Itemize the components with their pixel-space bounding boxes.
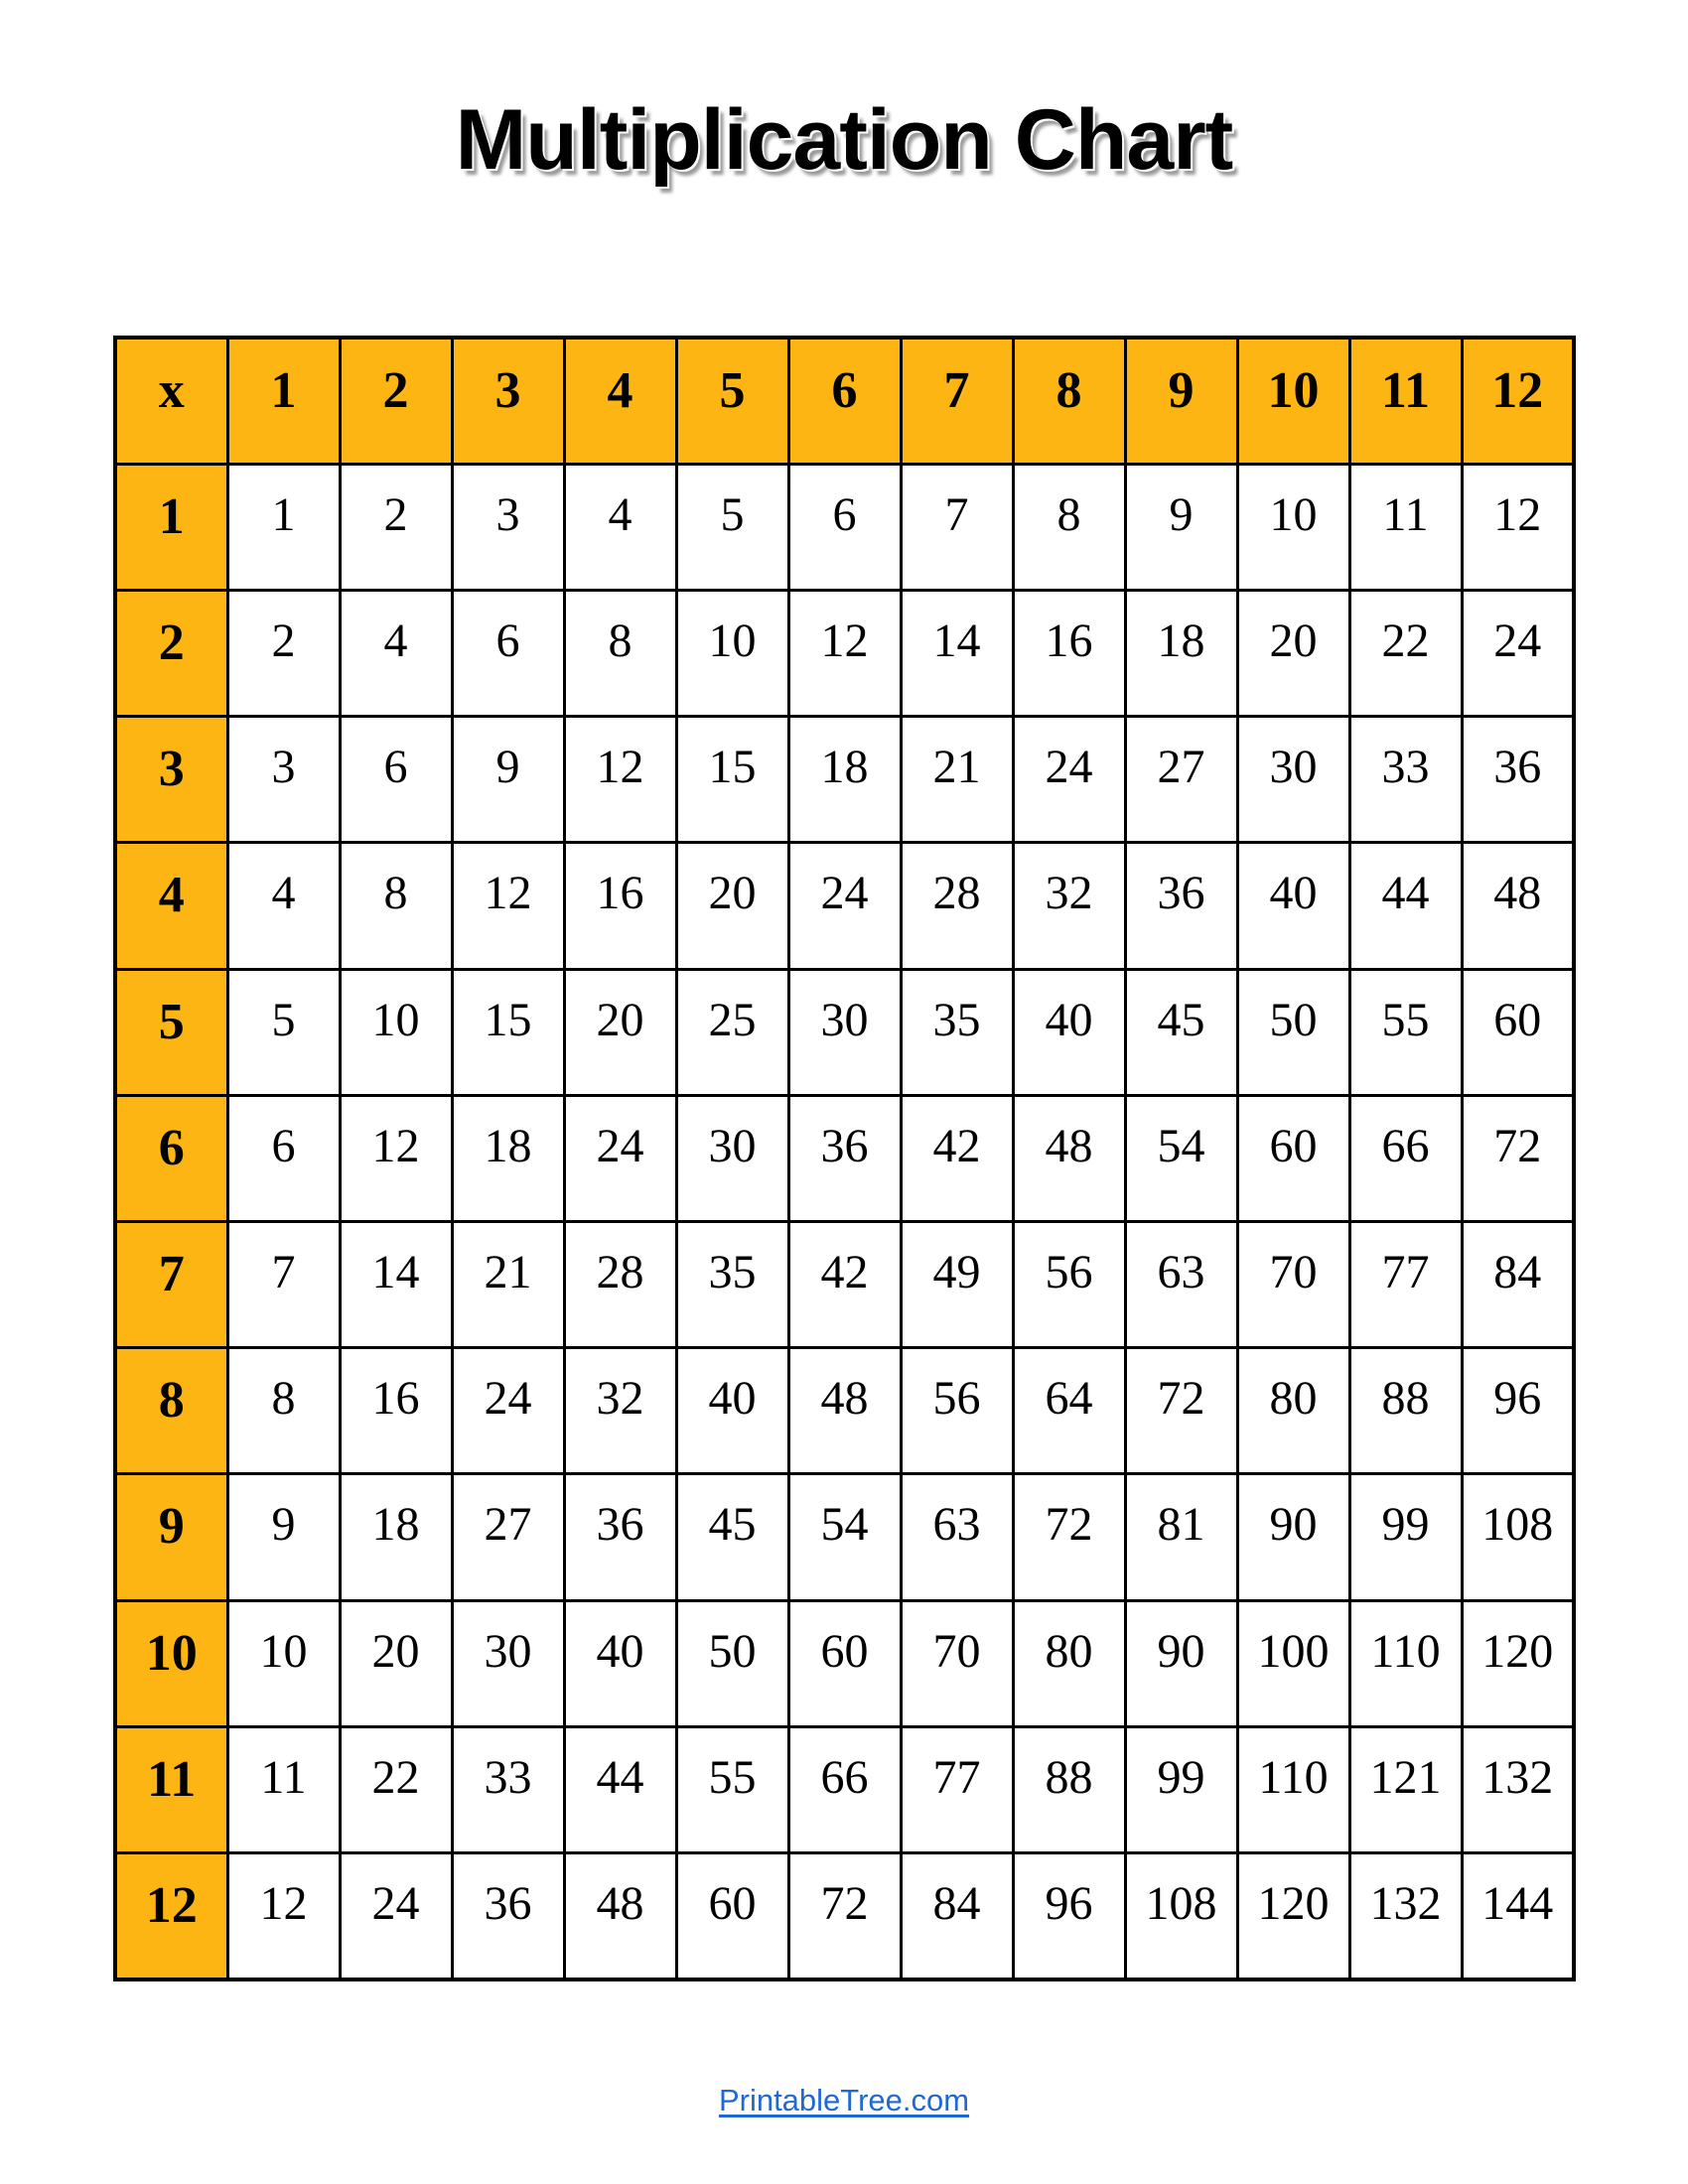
row-header-3: 3 (115, 717, 227, 843)
column-header-8: 8 (1013, 338, 1125, 464)
product-cell-6x12: 72 (1462, 1095, 1574, 1221)
column-header-2: 2 (340, 338, 452, 464)
table-row-5 (115, 969, 1574, 1095)
header-row (115, 338, 1574, 464)
product-cell-10x7: 70 (901, 1600, 1013, 1726)
product-cell-11x8: 88 (1013, 1726, 1125, 1852)
product-cell-9x11: 99 (1349, 1474, 1462, 1600)
product-cell-12x9: 108 (1125, 1853, 1237, 1979)
product-cell-12x7: 84 (901, 1853, 1013, 1979)
table-row-7 (115, 1222, 1574, 1348)
row-header-6: 6 (115, 1095, 227, 1221)
product-cell-7x6: 42 (788, 1222, 901, 1348)
product-cell-11x1: 11 (227, 1726, 340, 1852)
product-cell-9x1: 9 (227, 1474, 340, 1600)
product-cell-5x5: 25 (676, 969, 788, 1095)
product-cell-7x11: 77 (1349, 1222, 1462, 1348)
product-cell-3x3: 9 (452, 717, 564, 843)
product-cell-7x3: 21 (452, 1222, 564, 1348)
product-cell-2x2: 4 (340, 590, 452, 716)
product-cell-3x7: 21 (901, 717, 1013, 843)
product-cell-7x5: 35 (676, 1222, 788, 1348)
product-cell-3x8: 24 (1013, 717, 1125, 843)
product-cell-4x1: 4 (227, 843, 340, 969)
product-cell-9x5: 45 (676, 1474, 788, 1600)
product-cell-10x1: 10 (227, 1600, 340, 1726)
product-cell-6x10: 60 (1237, 1095, 1349, 1221)
corner-cell: x (115, 338, 227, 464)
row-header-7: 7 (115, 1222, 227, 1348)
product-cell-3x10: 30 (1237, 717, 1349, 843)
product-cell-12x4: 48 (564, 1853, 676, 1979)
product-cell-2x5: 10 (676, 590, 788, 716)
product-cell-6x2: 12 (340, 1095, 452, 1221)
product-cell-2x8: 16 (1013, 590, 1125, 716)
product-cell-5x7: 35 (901, 969, 1013, 1095)
product-cell-3x5: 15 (676, 717, 788, 843)
footer (0, 2083, 1688, 2118)
product-cell-8x12: 96 (1462, 1348, 1574, 1474)
multiplication-table-body (115, 338, 1574, 1979)
table-row-9 (115, 1474, 1574, 1600)
product-cell-10x9: 90 (1125, 1600, 1237, 1726)
table-row-12 (115, 1853, 1574, 1979)
product-cell-1x9: 9 (1125, 464, 1237, 590)
product-cell-1x7: 7 (901, 464, 1013, 590)
product-cell-4x7: 28 (901, 843, 1013, 969)
product-cell-3x11: 33 (1349, 717, 1462, 843)
product-cell-10x2: 20 (340, 1600, 452, 1726)
product-cell-2x6: 12 (788, 590, 901, 716)
product-cell-2x3: 6 (452, 590, 564, 716)
product-cell-12x6: 72 (788, 1853, 901, 1979)
row-header-10: 10 (115, 1600, 227, 1726)
product-cell-6x11: 66 (1349, 1095, 1462, 1221)
product-cell-10x5: 50 (676, 1600, 788, 1726)
product-cell-6x8: 48 (1013, 1095, 1125, 1221)
column-header-4: 4 (564, 338, 676, 464)
product-cell-11x4: 44 (564, 1726, 676, 1852)
product-cell-2x1: 2 (227, 590, 340, 716)
product-cell-6x6: 36 (788, 1095, 901, 1221)
table-row-3 (115, 717, 1574, 843)
product-cell-2x7: 14 (901, 590, 1013, 716)
product-cell-6x7: 42 (901, 1095, 1013, 1221)
product-cell-9x4: 36 (564, 1474, 676, 1600)
product-cell-8x8: 64 (1013, 1348, 1125, 1474)
product-cell-8x3: 24 (452, 1348, 564, 1474)
column-header-3: 3 (452, 338, 564, 464)
product-cell-3x9: 27 (1125, 717, 1237, 843)
table-row-11 (115, 1726, 1574, 1852)
product-cell-12x10: 120 (1237, 1853, 1349, 1979)
product-cell-8x11: 88 (1349, 1348, 1462, 1474)
product-cell-1x2: 2 (340, 464, 452, 590)
product-cell-10x11: 110 (1349, 1600, 1462, 1726)
product-cell-12x3: 36 (452, 1853, 564, 1979)
product-cell-11x6: 66 (788, 1726, 901, 1852)
product-cell-7x2: 14 (340, 1222, 452, 1348)
product-cell-8x5: 40 (676, 1348, 788, 1474)
product-cell-1x3: 3 (452, 464, 564, 590)
product-cell-8x7: 56 (901, 1348, 1013, 1474)
product-cell-5x12: 60 (1462, 969, 1574, 1095)
product-cell-11x3: 33 (452, 1726, 564, 1852)
product-cell-6x5: 30 (676, 1095, 788, 1221)
product-cell-4x8: 32 (1013, 843, 1125, 969)
product-cell-4x2: 8 (340, 843, 452, 969)
product-cell-10x8: 80 (1013, 1600, 1125, 1726)
product-cell-11x9: 99 (1125, 1726, 1237, 1852)
row-header-9: 9 (115, 1474, 227, 1600)
page-title: Multiplication Chart (455, 92, 1233, 188)
row-header-11: 11 (115, 1726, 227, 1852)
product-cell-9x9: 81 (1125, 1474, 1237, 1600)
product-cell-9x8: 72 (1013, 1474, 1125, 1600)
product-cell-7x9: 63 (1125, 1222, 1237, 1348)
table-row-1 (115, 464, 1574, 590)
product-cell-5x2: 10 (340, 969, 452, 1095)
product-cell-3x4: 12 (564, 717, 676, 843)
table-row-10 (115, 1600, 1574, 1726)
product-cell-8x1: 8 (227, 1348, 340, 1474)
column-header-9: 9 (1125, 338, 1237, 464)
product-cell-10x10: 100 (1237, 1600, 1349, 1726)
product-cell-7x12: 84 (1462, 1222, 1574, 1348)
column-header-12: 12 (1462, 338, 1574, 464)
product-cell-3x6: 18 (788, 717, 901, 843)
product-cell-11x10: 110 (1237, 1726, 1349, 1852)
column-header-1: 1 (227, 338, 340, 464)
row-header-5: 5 (115, 969, 227, 1095)
product-cell-4x4: 16 (564, 843, 676, 969)
product-cell-12x12: 144 (1462, 1853, 1574, 1979)
product-cell-10x6: 60 (788, 1600, 901, 1726)
product-cell-12x2: 24 (340, 1853, 452, 1979)
product-cell-9x10: 90 (1237, 1474, 1349, 1600)
product-cell-4x3: 12 (452, 843, 564, 969)
product-cell-4x9: 36 (1125, 843, 1237, 969)
product-cell-9x2: 18 (340, 1474, 452, 1600)
table-row-6 (115, 1095, 1574, 1221)
product-cell-11x12: 132 (1462, 1726, 1574, 1852)
product-cell-8x2: 16 (340, 1348, 452, 1474)
product-cell-5x10: 50 (1237, 969, 1349, 1095)
column-header-7: 7 (901, 338, 1013, 464)
product-cell-5x8: 40 (1013, 969, 1125, 1095)
row-header-1: 1 (115, 464, 227, 590)
product-cell-11x7: 77 (901, 1726, 1013, 1852)
product-cell-9x6: 54 (788, 1474, 901, 1600)
column-header-11: 11 (1349, 338, 1462, 464)
column-header-6: 6 (788, 338, 901, 464)
product-cell-1x6: 6 (788, 464, 901, 590)
product-cell-5x11: 55 (1349, 969, 1462, 1095)
product-cell-4x12: 48 (1462, 843, 1574, 969)
product-cell-11x11: 121 (1349, 1726, 1462, 1852)
product-cell-9x3: 27 (452, 1474, 564, 1600)
product-cell-3x2: 6 (340, 717, 452, 843)
table-row-2 (115, 590, 1574, 716)
product-cell-7x4: 28 (564, 1222, 676, 1348)
product-cell-4x11: 44 (1349, 843, 1462, 969)
printabletree-link[interactable]: PrintableTree.com (718, 2083, 970, 2117)
product-cell-5x1: 5 (227, 969, 340, 1095)
product-cell-4x10: 40 (1237, 843, 1349, 969)
product-cell-11x2: 22 (340, 1726, 452, 1852)
product-cell-5x3: 15 (452, 969, 564, 1095)
product-cell-7x7: 49 (901, 1222, 1013, 1348)
product-cell-12x1: 12 (227, 1853, 340, 1979)
product-cell-10x4: 40 (564, 1600, 676, 1726)
product-cell-2x10: 20 (1237, 590, 1349, 716)
product-cell-12x5: 60 (676, 1853, 788, 1979)
product-cell-12x8: 96 (1013, 1853, 1125, 1979)
product-cell-7x1: 7 (227, 1222, 340, 1348)
product-cell-5x9: 45 (1125, 969, 1237, 1095)
row-header-12: 12 (115, 1853, 227, 1979)
product-cell-5x6: 30 (788, 969, 901, 1095)
product-cell-4x5: 20 (676, 843, 788, 969)
product-cell-2x4: 8 (564, 590, 676, 716)
row-header-4: 4 (115, 843, 227, 969)
product-cell-2x11: 22 (1349, 590, 1462, 716)
product-cell-8x4: 32 (564, 1348, 676, 1474)
product-cell-6x1: 6 (227, 1095, 340, 1221)
product-cell-8x10: 80 (1237, 1348, 1349, 1474)
product-cell-2x9: 18 (1125, 590, 1237, 716)
product-cell-12x11: 132 (1349, 1853, 1462, 1979)
product-cell-1x10: 10 (1237, 464, 1349, 590)
product-cell-6x4: 24 (564, 1095, 676, 1221)
product-cell-8x6: 48 (788, 1348, 901, 1474)
product-cell-3x12: 36 (1462, 717, 1574, 843)
product-cell-1x4: 4 (564, 464, 676, 590)
product-cell-7x10: 70 (1237, 1222, 1349, 1348)
product-cell-2x12: 24 (1462, 590, 1574, 716)
product-cell-1x5: 5 (676, 464, 788, 590)
column-header-10: 10 (1237, 338, 1349, 464)
row-header-8: 8 (115, 1348, 227, 1474)
product-cell-1x8: 8 (1013, 464, 1125, 590)
product-cell-11x5: 55 (676, 1726, 788, 1852)
product-cell-10x3: 30 (452, 1600, 564, 1726)
multiplication-table (113, 336, 1576, 1981)
product-cell-1x12: 12 (1462, 464, 1574, 590)
product-cell-7x8: 56 (1013, 1222, 1125, 1348)
product-cell-1x11: 11 (1349, 464, 1462, 590)
product-cell-8x9: 72 (1125, 1348, 1237, 1474)
product-cell-10x12: 120 (1462, 1600, 1574, 1726)
row-header-2: 2 (115, 590, 227, 716)
table-row-8 (115, 1348, 1574, 1474)
product-cell-5x4: 20 (564, 969, 676, 1095)
product-cell-1x1: 1 (227, 464, 340, 590)
product-cell-6x3: 18 (452, 1095, 564, 1221)
product-cell-6x9: 54 (1125, 1095, 1237, 1221)
product-cell-9x12: 108 (1462, 1474, 1574, 1600)
table-row-4 (115, 843, 1574, 969)
product-cell-3x1: 3 (227, 717, 340, 843)
column-header-5: 5 (676, 338, 788, 464)
product-cell-4x6: 24 (788, 843, 901, 969)
product-cell-9x7: 63 (901, 1474, 1013, 1600)
